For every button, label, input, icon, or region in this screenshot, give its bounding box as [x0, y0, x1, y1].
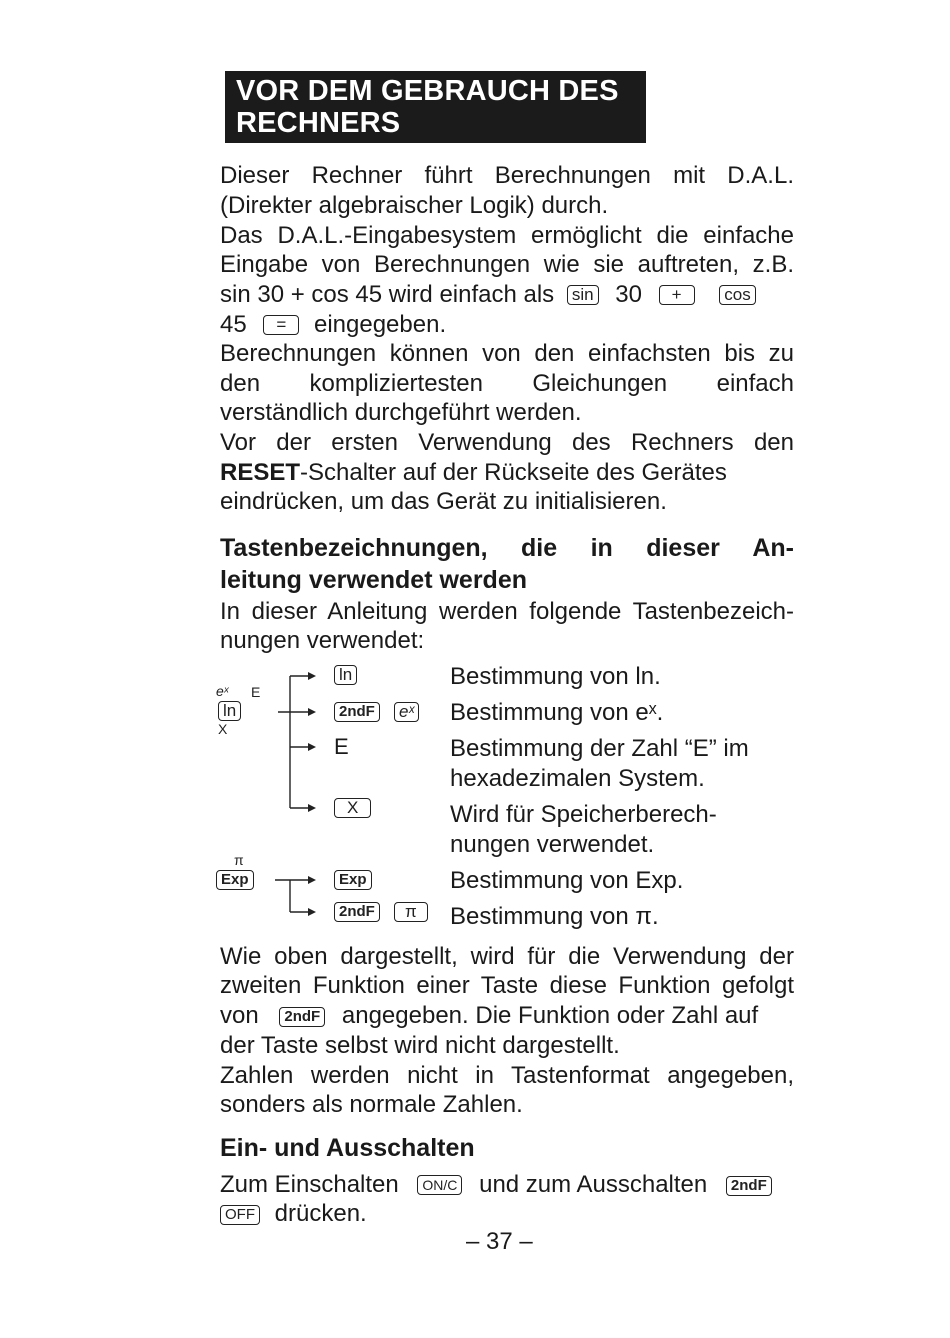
body-line: Zahlen werden nicht in Tastenformat angegeben, [220, 1062, 794, 1089]
body-text: Zum Einschalten [220, 1171, 399, 1198]
exp-x-key-icon: eˣ [394, 702, 419, 722]
banner-line-1: VOR DEM GEBRAUCH DES [236, 75, 619, 107]
section-body: In dieser Anleitung werden folgende Tastenbezeich- [220, 598, 794, 625]
intro-line: Berechnungen können von den einfachsten bis zu [220, 340, 794, 367]
body-text: und zum Ausschalten [479, 1171, 708, 1198]
on-clear-key-icon: ON/C [417, 1175, 462, 1195]
key-description: hexadezimalen System. [450, 765, 705, 792]
ln-key-second-function: eˣ [216, 683, 229, 699]
page-number: – 37 – [466, 1228, 533, 1255]
ln-key-icon: ln [334, 665, 357, 685]
e-function-label: E [334, 734, 349, 759]
intro-line: Dieser Rechner führt Berechnungen mit D.A.L. [220, 162, 794, 189]
intro-text: -Schalter auf der Rückseite des Gerätes [300, 459, 727, 486]
second-function-key-icon: 2ndF [334, 702, 380, 722]
x-key-icon: X [334, 798, 371, 818]
key-description: Wird für Speicherberech- [450, 801, 717, 828]
key-description: Bestimmung von π. [450, 903, 659, 930]
pi-key-icon: π [394, 902, 428, 922]
intro-text: 30 [615, 281, 642, 308]
ln-key-sub-function: X [218, 721, 228, 737]
second-function-key-icon: 2ndF [726, 1176, 772, 1196]
intro-text: eingegeben. [313, 311, 447, 338]
second-function-key-icon: 2ndF [279, 1007, 325, 1027]
body-line: sonders als normale Zahlen. [220, 1091, 523, 1118]
intro-line: den kompliziertesten Gleichungen einfach [220, 370, 794, 397]
intro-text: sin 30 + cos 45 wird einfach als [220, 281, 555, 308]
body-line-with-key [220, 1199, 794, 1229]
body-line-with-keys [220, 1170, 794, 1200]
exp-key-second-function: π [234, 852, 244, 868]
intro-text: 45 [220, 311, 247, 338]
intro-line: Vor der ersten Verwendung des Rechners den [220, 429, 794, 456]
key-description: Bestimmung von ln. [450, 663, 661, 690]
key-description: Bestimmung von eˣ. [450, 699, 664, 726]
intro-line: Eingabe von Berechnungen wie sie auftreten, z.B. [220, 251, 794, 278]
second-function-key-icon: 2ndF [334, 902, 380, 922]
intro-line: Das D.A.L.-Eingabesystem ermöglicht die einfache [220, 222, 794, 249]
intro-line: eindrücken, um das Gerät zu initialisieren. [220, 488, 667, 515]
off-key-icon: OFF [220, 1205, 260, 1225]
reset-label: RESET [220, 459, 301, 486]
key-description: Bestimmung von Exp. [450, 867, 684, 894]
body-text: angegeben. Die Funktion oder Zahl auf [341, 1002, 759, 1029]
intro-line: (Direkter algebraischer Logik) durch. [220, 192, 609, 219]
section-heading: leitung verwendet werden [220, 566, 528, 594]
section-heading: Tastenbezeichnungen, die in dieser An- [220, 534, 794, 562]
body-text: drücken. [274, 1200, 367, 1227]
exp-key-icon: Exp [334, 870, 372, 890]
key-description: Bestimmung der Zahl “E” im [450, 735, 749, 762]
intro-line: verständlich durchgeführt werden. [220, 399, 582, 426]
body-line: der Taste selbst wird nicht dargestellt. [220, 1032, 620, 1059]
ln-key-third-function: E [251, 684, 261, 700]
body-text: von [220, 1002, 259, 1029]
exp-key-icon: Exp [216, 870, 254, 890]
sin-key-icon: sin [567, 285, 599, 305]
body-line: zweiten Funktion einer Taste diese Funktion gefolgt [220, 972, 794, 999]
plus-key-icon: + [659, 285, 695, 305]
body-line-with-key [220, 1001, 794, 1031]
banner-line-2: RECHNERS [236, 107, 401, 139]
ln-key-icon: ln [218, 701, 241, 721]
section-body: nungen verwendet: [220, 627, 425, 654]
equals-key-icon: = [263, 315, 299, 335]
cos-key-icon: cos [719, 285, 755, 305]
section-heading: Ein- und Ausschalten [220, 1134, 475, 1162]
body-line: Wie oben dargestellt, wird für die Verwendung der [220, 943, 794, 970]
key-description: nungen verwendet. [450, 831, 655, 858]
